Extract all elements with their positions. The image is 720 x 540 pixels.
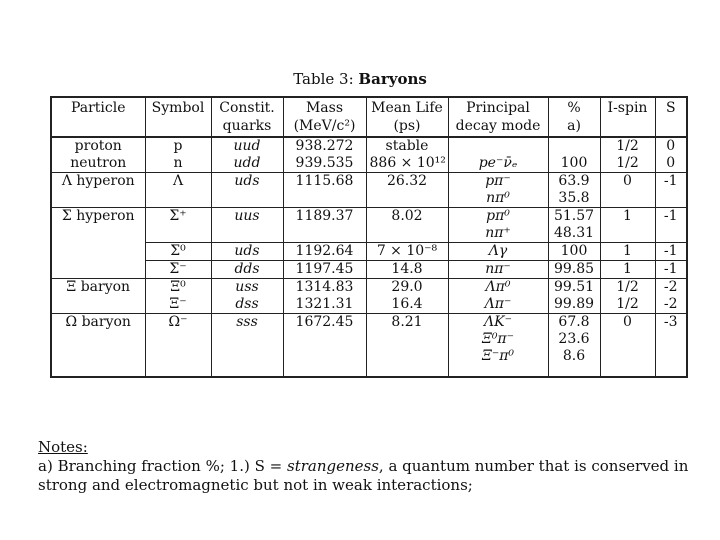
cell-s bbox=[655, 348, 687, 365]
cell-quarks: dds bbox=[211, 261, 283, 279]
table-caption bbox=[0, 70, 720, 88]
cell-pct: 99.51 bbox=[548, 279, 600, 297]
header-particle: Particle bbox=[51, 97, 145, 137]
cell-decay: pe⁻ν̄ₑ bbox=[448, 155, 548, 173]
cell-s bbox=[655, 331, 687, 348]
cell-life: 14.8 bbox=[366, 261, 448, 279]
cell-s bbox=[655, 190, 687, 208]
cell-mass: 939.535 bbox=[283, 155, 366, 173]
cell-mass: 1321.31 bbox=[283, 296, 366, 314]
cell-ispin: 1 bbox=[600, 208, 655, 226]
table-row bbox=[51, 208, 687, 226]
cell-pct: 51.57 bbox=[548, 208, 600, 226]
cell-particle bbox=[51, 348, 145, 365]
cell-ispin bbox=[600, 365, 655, 377]
cell-quarks bbox=[211, 365, 283, 377]
cell-symbol bbox=[145, 365, 211, 377]
cell-symbol: Ω⁻ bbox=[145, 314, 211, 332]
caption-title: Baryons bbox=[358, 70, 427, 88]
baryon-table bbox=[50, 96, 688, 378]
cell-life bbox=[366, 365, 448, 377]
cell-life: 26.32 bbox=[366, 173, 448, 191]
cell-mass: 1115.68 bbox=[283, 173, 366, 191]
cell-ispin: 1/2 bbox=[600, 155, 655, 173]
cell-decay: Λπ⁻ bbox=[448, 296, 548, 314]
table-row bbox=[51, 190, 687, 208]
cell-ispin: 0 bbox=[600, 173, 655, 191]
cell-quarks bbox=[211, 331, 283, 348]
cell-mass: 1672.45 bbox=[283, 314, 366, 332]
cell-ispin: 1/2 bbox=[600, 296, 655, 314]
cell-life: 8.21 bbox=[366, 314, 448, 332]
cell-symbol: Σ⁻ bbox=[145, 261, 211, 279]
cell-quarks bbox=[211, 190, 283, 208]
cell-decay bbox=[448, 365, 548, 377]
header-pct-line1: % bbox=[567, 100, 581, 116]
cell-s: -3 bbox=[655, 314, 687, 332]
cell-decay: Λπ⁰ bbox=[448, 279, 548, 297]
cell-pct: 48.31 bbox=[548, 225, 600, 243]
notes bbox=[38, 438, 708, 495]
cell-s: 0 bbox=[655, 137, 687, 155]
cell-symbol: Σ⁰ bbox=[145, 243, 211, 261]
table-row bbox=[51, 261, 687, 279]
cell-life: 7 × 10⁻⁸ bbox=[366, 243, 448, 261]
cell-pct bbox=[548, 365, 600, 377]
cell-pct: 35.8 bbox=[548, 190, 600, 208]
cell-quarks: sss bbox=[211, 314, 283, 332]
cell-life bbox=[366, 190, 448, 208]
cell-pct bbox=[548, 137, 600, 155]
cell-life: stable bbox=[366, 137, 448, 155]
header-s: S bbox=[655, 97, 687, 137]
cell-decay: Ξ⁰π⁻ bbox=[448, 331, 548, 348]
cell-life: 16.4 bbox=[366, 296, 448, 314]
cell-symbol: Ξ⁰ bbox=[145, 279, 211, 297]
table-row bbox=[51, 243, 687, 261]
header-symbol: Symbol bbox=[145, 97, 211, 137]
cell-symbol: Σ⁺ bbox=[145, 208, 211, 226]
header-mass-line2: (MeV/c²) bbox=[293, 118, 356, 134]
cell-decay: nπ⁻ bbox=[448, 261, 548, 279]
cell-pct: 99.89 bbox=[548, 296, 600, 314]
cell-ispin: 0 bbox=[600, 314, 655, 332]
header-quarks bbox=[211, 97, 283, 137]
cell-s: -2 bbox=[655, 296, 687, 314]
cell-pct: 67.8 bbox=[548, 314, 600, 332]
cell-particle bbox=[51, 365, 145, 377]
cell-quarks: uus bbox=[211, 208, 283, 226]
header-quarks-line1: Constit. bbox=[219, 100, 275, 116]
table-row bbox=[51, 279, 687, 297]
cell-quarks bbox=[211, 225, 283, 243]
table-row bbox=[51, 225, 687, 243]
cell-ispin bbox=[600, 331, 655, 348]
table-row bbox=[51, 348, 687, 365]
header-row bbox=[51, 97, 687, 137]
cell-pct: 23.6 bbox=[548, 331, 600, 348]
cell-pct: 8.6 bbox=[548, 348, 600, 365]
cell-life: 29.0 bbox=[366, 279, 448, 297]
header-mass-line1: Mass bbox=[305, 100, 344, 116]
cell-quarks: uds bbox=[211, 243, 283, 261]
cell-mass: 1314.83 bbox=[283, 279, 366, 297]
cell-quarks bbox=[211, 348, 283, 365]
cell-particle bbox=[51, 261, 145, 279]
cell-ispin bbox=[600, 348, 655, 365]
cell-particle: Σ hyperon bbox=[51, 208, 145, 226]
header-life bbox=[366, 97, 448, 137]
cell-s: 0 bbox=[655, 155, 687, 173]
cell-symbol: p bbox=[145, 137, 211, 155]
header-life-line2: (ps) bbox=[393, 118, 421, 134]
header-ispin: I-spin bbox=[600, 97, 655, 137]
cell-decay: pπ⁰ bbox=[448, 208, 548, 226]
cell-s: -1 bbox=[655, 261, 687, 279]
table-row bbox=[51, 296, 687, 314]
cell-decay: Λγ bbox=[448, 243, 548, 261]
cell-symbol: Λ bbox=[145, 173, 211, 191]
notes-text-em: strangeness bbox=[287, 457, 379, 475]
cell-mass: 1189.37 bbox=[283, 208, 366, 226]
cell-ispin bbox=[600, 225, 655, 243]
cell-life bbox=[366, 348, 448, 365]
cell-pct: 100 bbox=[548, 155, 600, 173]
cell-decay: nπ⁺ bbox=[448, 225, 548, 243]
table-row bbox=[51, 173, 687, 191]
header-decay bbox=[448, 97, 548, 137]
cell-particle: Λ hyperon bbox=[51, 173, 145, 191]
cell-quarks: udd bbox=[211, 155, 283, 173]
table-row bbox=[51, 331, 687, 348]
notes-title: Notes: bbox=[38, 438, 88, 456]
cell-mass bbox=[283, 190, 366, 208]
cell-quarks: dss bbox=[211, 296, 283, 314]
cell-decay: nπ⁰ bbox=[448, 190, 548, 208]
cell-s: -1 bbox=[655, 173, 687, 191]
table-row bbox=[51, 155, 687, 173]
cell-life: 886 × 10¹² bbox=[366, 155, 448, 173]
cell-mass bbox=[283, 348, 366, 365]
cell-decay bbox=[448, 137, 548, 155]
cell-s: -1 bbox=[655, 208, 687, 226]
cell-symbol bbox=[145, 331, 211, 348]
cell-mass: 1197.45 bbox=[283, 261, 366, 279]
table-row bbox=[51, 137, 687, 155]
cell-particle: Ω baryon bbox=[51, 314, 145, 332]
cell-ispin bbox=[600, 190, 655, 208]
notes-line bbox=[38, 457, 708, 495]
header-pct-line2: a) bbox=[567, 118, 581, 134]
cell-pct: 100 bbox=[548, 243, 600, 261]
cell-s: -2 bbox=[655, 279, 687, 297]
cell-particle: Ξ baryon bbox=[51, 279, 145, 297]
header-quarks-line2: quarks bbox=[222, 118, 272, 134]
cell-quarks: uss bbox=[211, 279, 283, 297]
cell-ispin: 1 bbox=[600, 243, 655, 261]
cell-particle: proton bbox=[51, 137, 145, 155]
cell-decay: ΛK⁻ bbox=[448, 314, 548, 332]
cell-symbol bbox=[145, 348, 211, 365]
cell-mass: 938.272 bbox=[283, 137, 366, 155]
cell-s bbox=[655, 365, 687, 377]
cell-life bbox=[366, 331, 448, 348]
cell-mass: 1192.64 bbox=[283, 243, 366, 261]
header-pct bbox=[548, 97, 600, 137]
header-decay-line1: Principal bbox=[466, 100, 530, 116]
cell-decay: Ξ⁻π⁰ bbox=[448, 348, 548, 365]
cell-life: 8.02 bbox=[366, 208, 448, 226]
cell-symbol bbox=[145, 190, 211, 208]
cell-mass bbox=[283, 331, 366, 348]
header-mass bbox=[283, 97, 366, 137]
notes-text-pre: a) Branching fraction %; 1.) S = bbox=[38, 457, 287, 475]
cell-s bbox=[655, 225, 687, 243]
cell-particle bbox=[51, 243, 145, 261]
header-life-line1: Mean Life bbox=[371, 100, 443, 116]
caption-label: Table 3: bbox=[293, 70, 354, 88]
table-row bbox=[51, 314, 687, 332]
cell-particle bbox=[51, 296, 145, 314]
cell-symbol bbox=[145, 225, 211, 243]
cell-symbol: Ξ⁻ bbox=[145, 296, 211, 314]
cell-particle bbox=[51, 190, 145, 208]
table-row bbox=[51, 365, 687, 377]
cell-quarks: uud bbox=[211, 137, 283, 155]
cell-symbol: n bbox=[145, 155, 211, 173]
cell-quarks: uds bbox=[211, 173, 283, 191]
cell-s: -1 bbox=[655, 243, 687, 261]
header-decay-line2: decay mode bbox=[455, 118, 541, 134]
cell-particle bbox=[51, 331, 145, 348]
cell-life bbox=[366, 225, 448, 243]
cell-decay: pπ⁻ bbox=[448, 173, 548, 191]
cell-ispin: 1/2 bbox=[600, 137, 655, 155]
cell-pct: 63.9 bbox=[548, 173, 600, 191]
cell-particle: neutron bbox=[51, 155, 145, 173]
notes-text-post: , a quantum number that is conserved in strong and electromagnetic but not in weak interactions; bbox=[38, 457, 689, 494]
cell-ispin: 1/2 bbox=[600, 279, 655, 297]
cell-mass bbox=[283, 365, 366, 377]
cell-pct: 99.85 bbox=[548, 261, 600, 279]
cell-mass bbox=[283, 225, 366, 243]
cell-particle bbox=[51, 225, 145, 243]
cell-ispin: 1 bbox=[600, 261, 655, 279]
